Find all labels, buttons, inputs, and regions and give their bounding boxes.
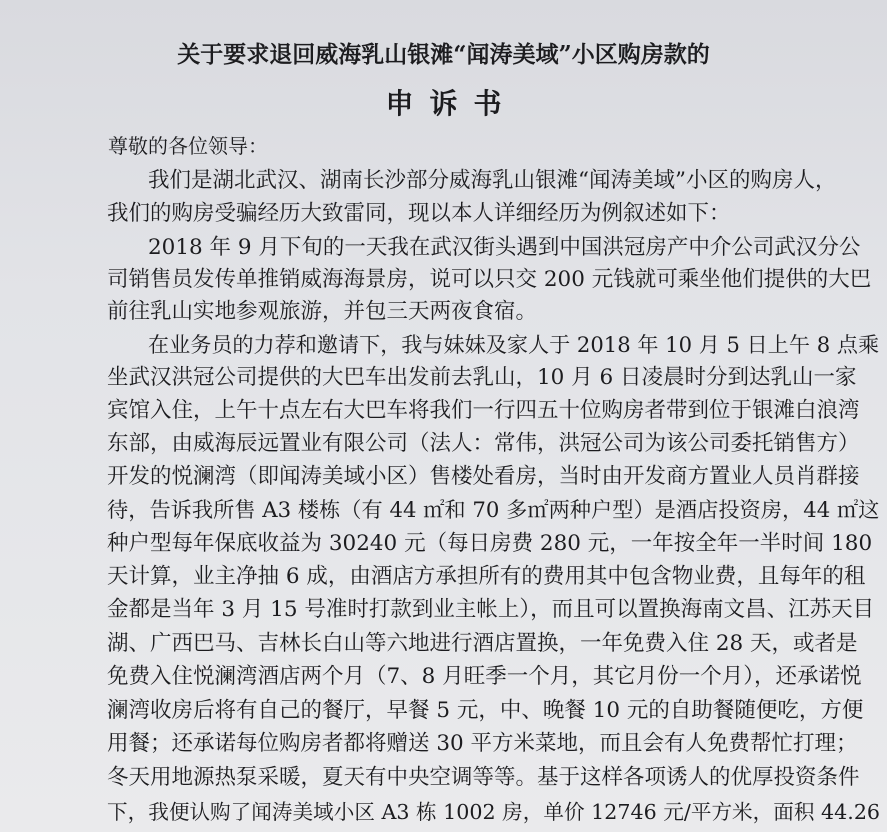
body-line: 前往乳山实地参观旅游，并包三天两夜食宿。 (107, 299, 538, 324)
body-line: 2018 年 9 月下旬的一天我在武汉街头遇到中国洪冠房产中介公司武汉分公 (148, 235, 861, 260)
body-line: 司销售员发传单推销威海海景房，说可以只交 200 元钱就可乘坐他们提供的大巴 (107, 267, 872, 292)
body-line: 待，告诉我所售 A3 楼栋（有 44 ㎡和 70 多㎡两种户型）是酒店投资房，44 ㎡这 (107, 498, 880, 523)
greeting: 尊敬的各位领导： (108, 134, 268, 158)
body-line: 金都是当年 3 月 15 号准时打款到业主帐上），而且可以置换海南文昌、江苏天目 (107, 597, 875, 622)
body-line: 下，我便认购了闻涛美域小区 A3 栋 1002 房，单价 12746 元/平方米，面积 44.26 (107, 800, 881, 824)
document-title-line-1: 关于要求退回威海乳山银滩“闻涛美域”小区购房款的 (177, 41, 710, 68)
body-line: 用餐；还承诺每位购房者都将赠送 30 平方米菜地，而且会有人免费帮忙打理； (107, 731, 858, 756)
body-line: 开发的悦澜湾（即闻涛美域小区）售楼处看房，当时由开发商方置业人员肖群接 (107, 464, 860, 489)
body-line: 湖、广西巴马、吉林长白山等六地进行酒店置换，一年免费入住 28 天，或者是 (107, 631, 858, 656)
body-line: 宾馆入住，上午十点左右大巴车将我们一行四五十位购房者带到位于银滩白浪湾 (107, 398, 860, 423)
body-line: 澜湾收房后将有自己的餐厅，早餐 5 元，中、晚餐 10 元的自助餐随便吃，方便 (107, 698, 864, 723)
body-line: 在业务员的力荐和邀请下，我与妹妹及家人于 2018 年 10 月 5 日上午 8 点乘 (148, 332, 880, 357)
body-line: 种户型每年保底收益为 30240 元（每日房费 280 元，一年按全年一半时间 180 (107, 531, 873, 556)
body-line: 坐武汉洪冠公司提供的大巴车出发前去乳山，10 月 6 日凌晨时分到达乳山一家 (107, 365, 857, 390)
body-line: 我们的购房受骗经历大致雷同，现以本人详细经历为例叙述如下： (107, 201, 731, 226)
body-line: 东部，由威海辰远置业有限公司（法人：常伟，洪冠公司为该公司委托销售方） (107, 431, 860, 456)
body-line: 免费入住悦澜湾酒店两个月（7、8 月旺季一个月，其它月份一个月），还承诺悦 (107, 664, 862, 689)
document-title-line-2: 申诉书 (385, 87, 518, 120)
body-line: 我们是湖北武汉、湖南长沙部分威海乳山银滩“闻涛美域”小区的购房人， (148, 168, 837, 193)
body-line: 冬天用地源热泵采暖，夏天有中央空调等等。基于这样各项诱人的优厚投资条件 (107, 765, 860, 790)
body-line: 天计算，业主净抽 6 成，由酒店方承担所有的费用其中包含物业费，且每年的租 (107, 564, 866, 589)
